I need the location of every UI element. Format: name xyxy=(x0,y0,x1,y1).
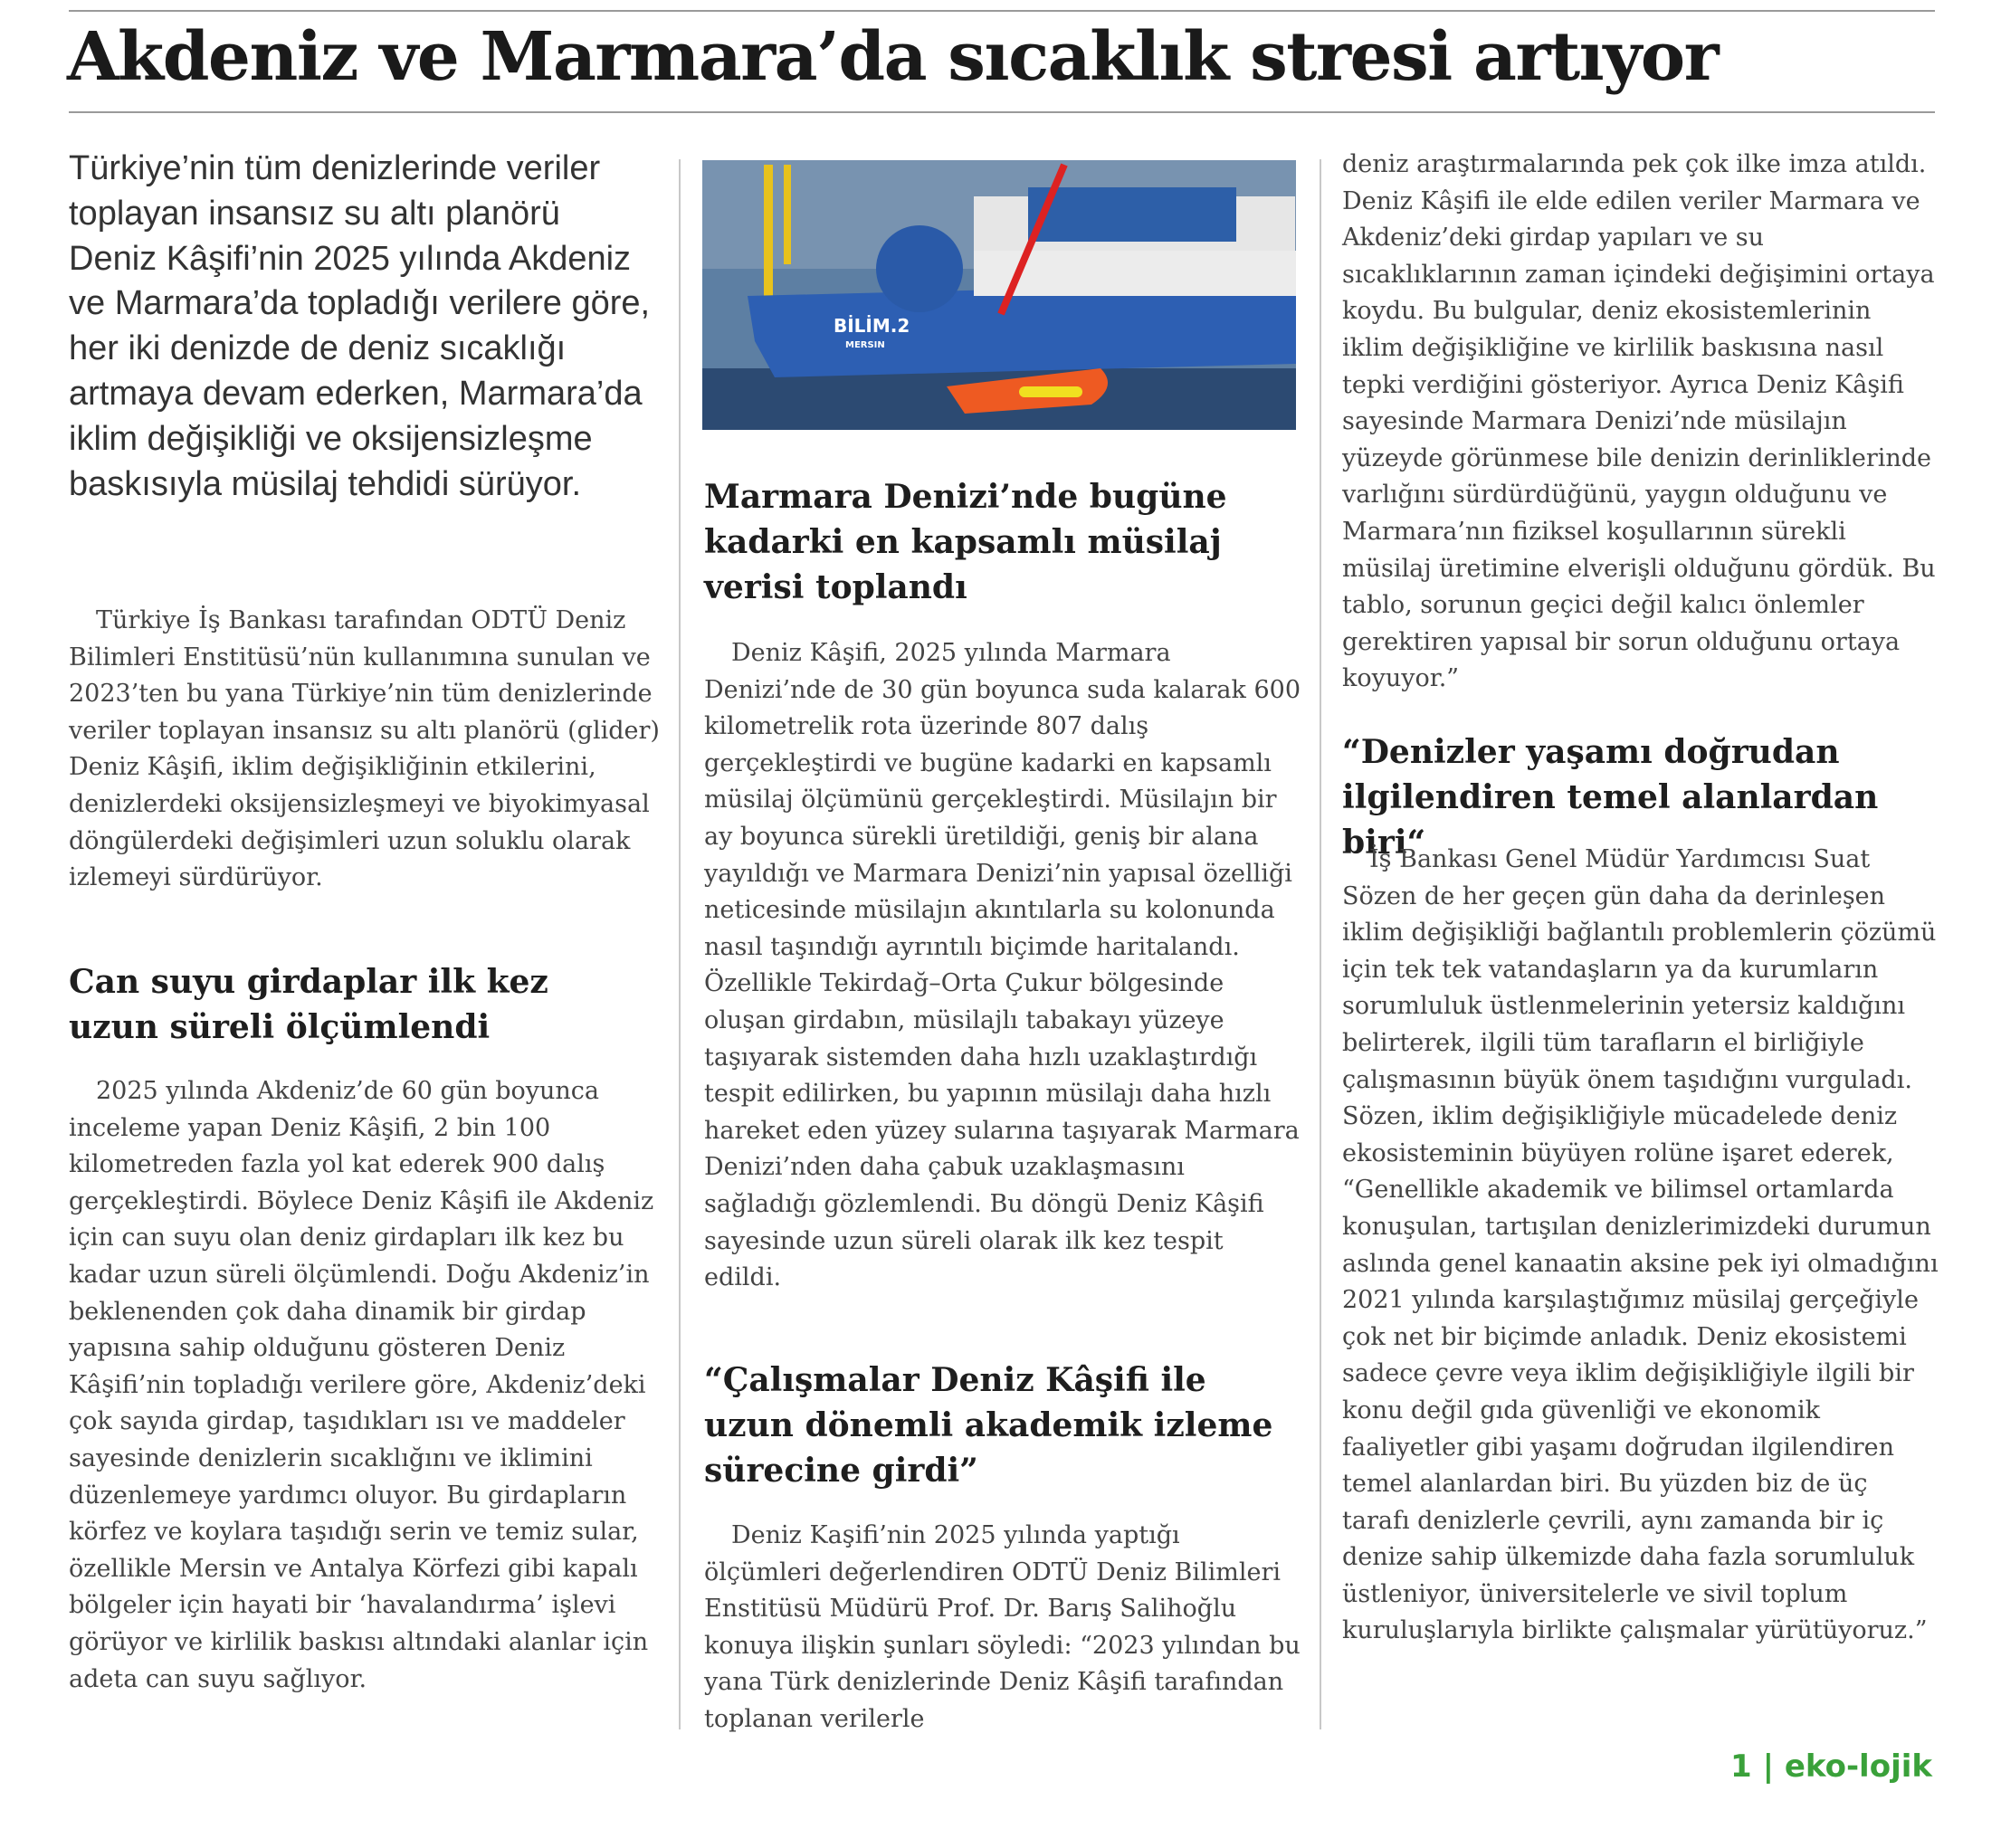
section-heading: Can suyu girdaplar ilk kez uzun süreli ölçümlendi xyxy=(69,963,548,1046)
body-paragraph: Türkiye İş Bankası tarafından ODTÜ Deniz Bilimleri Enstitüsü’nün kullanımına sunulan ve 2023’ten bu yana Türkiye’nin tüm denizlerinde veriler toplayan insansız su altı planörü (glider) Deniz Kâşifi, iklim değişikliğinin etkilerini, denizlerdeki oksijensizleşmeyi ve biyokimyasal döngülerdeki değişimleri uzun soluklu olarak izlemeyi sürdürüyor. xyxy=(69,606,660,892)
footer-separator: | xyxy=(1762,1748,1774,1785)
column-divider xyxy=(1320,159,1321,1729)
column-divider xyxy=(679,159,681,1729)
ship-name-label: BİLİM.2 xyxy=(834,315,910,337)
section-heading: “Çalışmalar Deniz Kâşifi ile uzun dönemli akademik izleme sürecine girdi” xyxy=(704,1361,1273,1490)
article-title: Akdeniz ve Marmara’da sıcaklık stresi artıyor xyxy=(67,18,1719,96)
research-vessel-photo xyxy=(702,160,1296,430)
ship-image xyxy=(702,160,1296,430)
body-paragraph: Deniz Kâşifi, 2025 yılında Marmara Denizi’nde de 30 gün boyunca suda kalarak 600 kilometrelik rota üzerinde 807 dalış gerçekleştirdi ve bugüne kadarki en kapsamlı müsilaj ölçümünü gerçekleştirdi. Müsilajın bir ay boyunca sürekli üretildiği, geniş bir alana yayıldığı ve Marmara Denizi’nin yapısal özelliği neticesinde müsilajın akıntılarla su kolonunda nasıl taşındığı ayrıntılı biçimde haritalandı. Özellikle Tekirdağ–Orta Çukur bölgesinde oluşan girdabın, müsilajlı tabakayı yüzeye taşıyarak sistemden daha hızlı uzaklaştırdığı tespit edilirken, bu yapının müsilajı daha hızlı hareket eden yüzey sularına taşıyarak Marmara Denizi’nden daha çabuk uzaklaşmasını sağladığı gözlemlendi. Bu döngü Deniz Kâşifi sayesinde uzun süreli olarak ilk kez tespit edildi. xyxy=(704,639,1301,1292)
top-rule xyxy=(69,10,1935,12)
ship-port-label: MERSIN xyxy=(845,340,885,350)
section-heading: “Denizler yaşamı doğrudan ilgilendiren temel alanlardan biri“ xyxy=(1342,733,1879,862)
body-paragraph: Deniz Kaşifi’nin 2025 yılında yaptığı ölçümleri değerlendiren ODTÜ Deniz Bilimleri Enstitüsü Müdürü Prof. Dr. Barış Salihoğlu konuya ilişkin şunları söyledi: “2023 yılından bu yana Türk denizlerinde Deniz Kâşifi tarafından toplanan verilerle xyxy=(704,1521,1301,1733)
page-number: 1 xyxy=(1730,1748,1752,1785)
title-rule xyxy=(69,111,1935,113)
page-footer xyxy=(1730,1748,1932,1785)
body-paragraph: İş Bankası Genel Müdür Yardımcısı Suat Sözen de her geçen gün daha da derinleşen iklim değişikliği bağlantılı problemlerin çözümü için tek tek vatandaşların ya da kurumların sorumluluk üstlenmelerinin yetersiz kaldığını belirterek, ilgili tüm tarafların el birliğiyle çalışmasının büyük önem taşıdığını vurguladı. Sözen, iklim değişikliğiyle mücadelede deniz ekosisteminin büyüyen rolüne işaret ederek, “Genellikle akademik ve bilimsel ortamlarda konuşulan, tartışılan denizlerimizdeki durumun aslında genel kanaatin aksine pek iyi olmadığını 2021 yılında karşılaştığımız müsilaj gerçeğiyle çok net bir biçimde anladık. Deniz ekosistemi sadece çevre veya iklim değişikliğiyle ilgili bir konu değil gıda güvenliği ve ekonomik faaliyetler gibi yaşamı doğrudan ilgilendiren temel alanlardan biri. Bu yüzden biz de üç tarafı denizlerle çevrili, aynı zamanda bir iç denize sahip ülkemizde daha fazla sorumluluk üstleniyor, üniversitelerle ve sivil toplum kuruluşlarıyla birlikte çalışmalar yürütüyoruz.” xyxy=(1342,845,1939,1645)
body-paragraph: deniz araştırmalarında pek çok ilke imza atıldı. Deniz Kâşifi ile elde edilen veriler Marmara ve Akdeniz’deki girdap yapıları ve su sıcaklıklarının zaman içindeki değişimini ortaya koydu. Bu bulgular, deniz ekosistemlerinin iklim değişikliğine ve kirlilik baskısına nasıl tepki verdiğini gösteriyor. Ayrıca Deniz Kâşifi sayesinde Marmara Denizi’nde müsilajın yüzeyde görünmese bile denizin derinliklerinde varlığını sürdürdüğünü, yaygın olduğunu ve Marmara’nın fiziksel koşullarının sürekli müsilaj üretimine elverişli olduğunu gördük. Bu tablo, sorunun geçici değil kalıcı önlemler gerektiren yapısal bir sorun olduğunu ortaya koyuyor.” xyxy=(1342,150,1936,693)
lead-paragraph: Türkiye’nin tüm denizlerinde veriler toplayan insansız su altı planörü Deniz Kâşifi’nin 2025 yılında Akdeniz ve Marmara’da topladığı verilere göre, her iki denizde de deniz sıcaklığı artmaya devam ederken, Marmara’da iklim değişikliği ve oksijensizleşme baskısıyla müsilaj tehdidi sürüyor. xyxy=(69,149,651,503)
section-heading: Marmara Denizi’nde bugüne kadarki en kapsamlı müsilaj verisi toplandı xyxy=(704,478,1227,606)
publication-name: eko-lojik xyxy=(1784,1748,1932,1785)
body-paragraph: 2025 yılında Akdeniz’de 60 gün boyunca inceleme yapan Deniz Kâşifi, 2 bin 100 kilometreden fazla yol kat ederek 900 dalış gerçekleştirdi. Böylece Deniz Kâşifi ile Akdeniz için can suyu olan deniz girdapları ilk kez bu kadar uzun süreli ölçümlendi. Doğu Akdeniz’in beklenenden çok daha dinamik bir girdap yapısına sahip olduğunu gösteren Deniz Kâşifi’nin topladığı verilere göre, Akdeniz’deki çok sayıda girdap, taşıdıkları ısı ve maddeler sayesinde denizlerin sıcaklığını ve iklimini düzenlemeye yardımcı oluyor. Bu girdapların körfez ve koylara taşıdığı serin ve temiz sular, özellikle Mersin ve Antalya Körfezi gibi kapalı bölgeler için hayati bir ‘havalandırma’ işlevi görüyor ve kirlilik baskısı altındaki alanlar için adeta can suyu sağlıyor. xyxy=(69,1077,654,1693)
